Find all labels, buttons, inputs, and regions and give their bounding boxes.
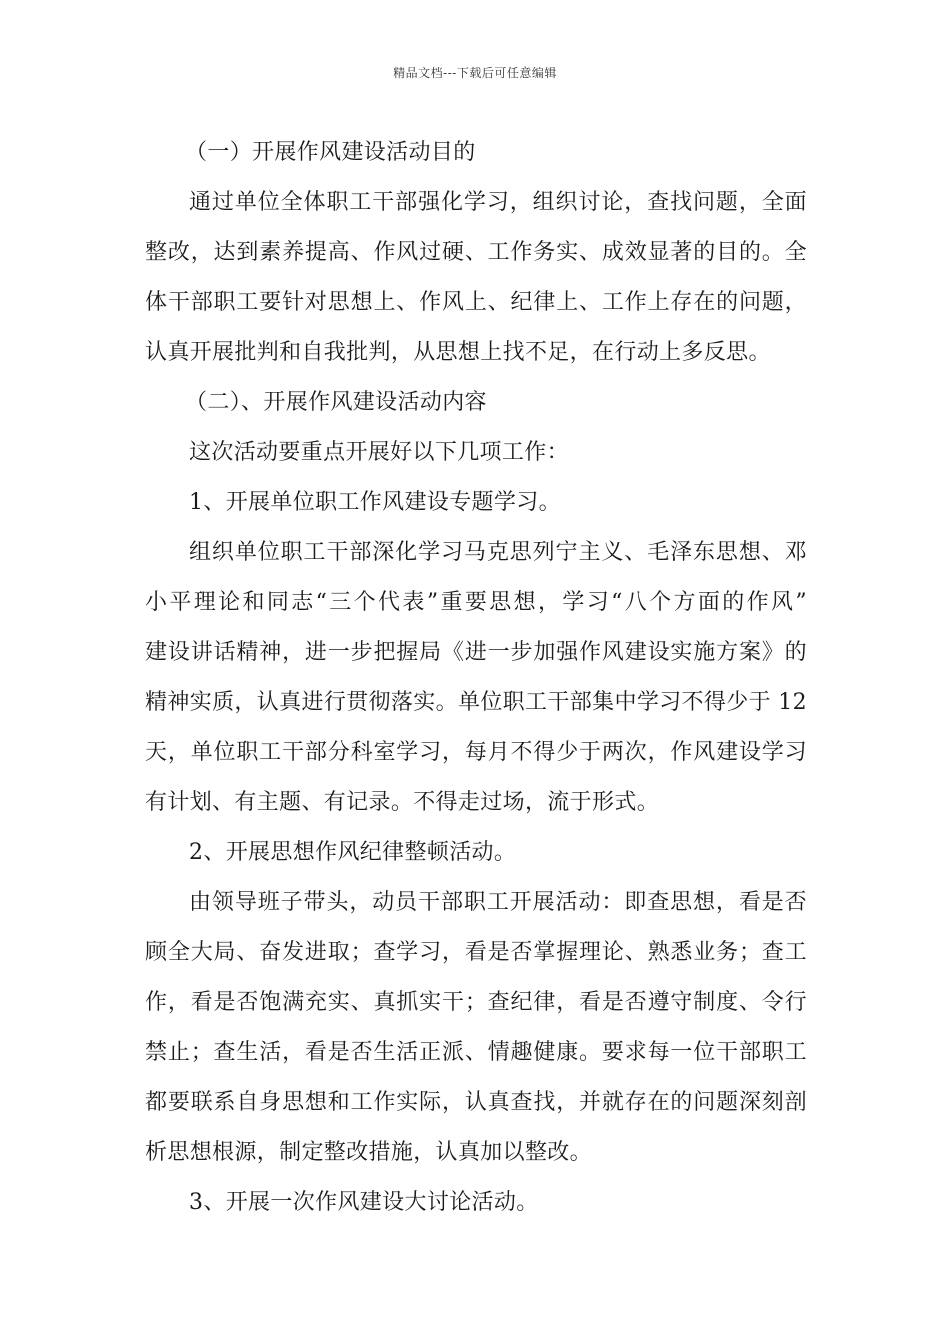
- paragraph-line: 建设讲话精神，进一步把握局《进一步加强作风建设实施方案》的: [145, 640, 807, 665]
- paragraph-line: 有计划、有主题、有记录。不得走过场，流于形式。: [145, 790, 660, 815]
- paragraph-line: 天，单位职工干部分科室学习，每月不得少于两次，作风建设学习: [145, 740, 807, 765]
- paragraph-line: 由领导班子带头，动员干部职工开展活动：即查思想，看是否: [189, 890, 807, 915]
- paragraph-line: 小平理论和同志“三个代表”重要思想，学习“八个方面的作风”: [145, 590, 807, 615]
- document-body: [145, 128, 807, 1228]
- paragraph-line: 通过单位全体职工干部强化学习，组织讨论，查找问题，全面: [189, 190, 807, 215]
- subsection-heading: 1、开展单位职工作风建设专题学习。: [189, 490, 561, 515]
- paragraph-line: 禁止；查生活，看是否生活正派、情趣健康。要求每一位干部职工: [145, 1040, 807, 1065]
- paragraph-line: 认真开展批判和自我批判，从思想上找不足，在行动上多反思。: [145, 340, 771, 365]
- subsection-heading: 2、开展思想作风纪律整顿活动。: [189, 840, 517, 865]
- paragraph-line: 都要联系自身思想和工作实际，认真查找，并就存在的问题深刻剖: [145, 1090, 807, 1115]
- paragraph-line: 析思想根源，制定整改措施，认真加以整改。: [145, 1140, 593, 1165]
- paragraph-line: 作，看是否饱满充实、真抓实干；查纪律，看是否遵守制度、令行: [145, 990, 807, 1015]
- paragraph-line: 整改，达到素养提高、作风过硬、工作务实、成效显著的目的。全: [145, 240, 807, 265]
- section-heading-1: （一）开展作风建设活动目的: [185, 140, 476, 165]
- paragraph-line: 组织单位职工干部深化学习马克思列宁主义、毛泽东思想、邓: [189, 540, 807, 565]
- section-heading-2: （二）、开展作风建设活动内容: [185, 390, 487, 415]
- page-header: 精品文档---下载后可任意编辑: [393, 66, 557, 80]
- paragraph-line: 顾全大局、奋发进取；查学习，看是否掌握理论、熟悉业务；查工: [145, 940, 807, 965]
- paragraph-line: 精神实质，认真进行贯彻落实。单位职工干部集中学习不得少于 12: [145, 690, 807, 715]
- subsection-heading: 3、开展一次作风建设大讨论活动。: [189, 1190, 539, 1215]
- paragraph-line: 体干部职工要针对思想上、作风上、纪律上、工作上存在的问题，: [145, 290, 807, 315]
- paragraph-line: 这次活动要重点开展好以下几项工作：: [189, 440, 569, 465]
